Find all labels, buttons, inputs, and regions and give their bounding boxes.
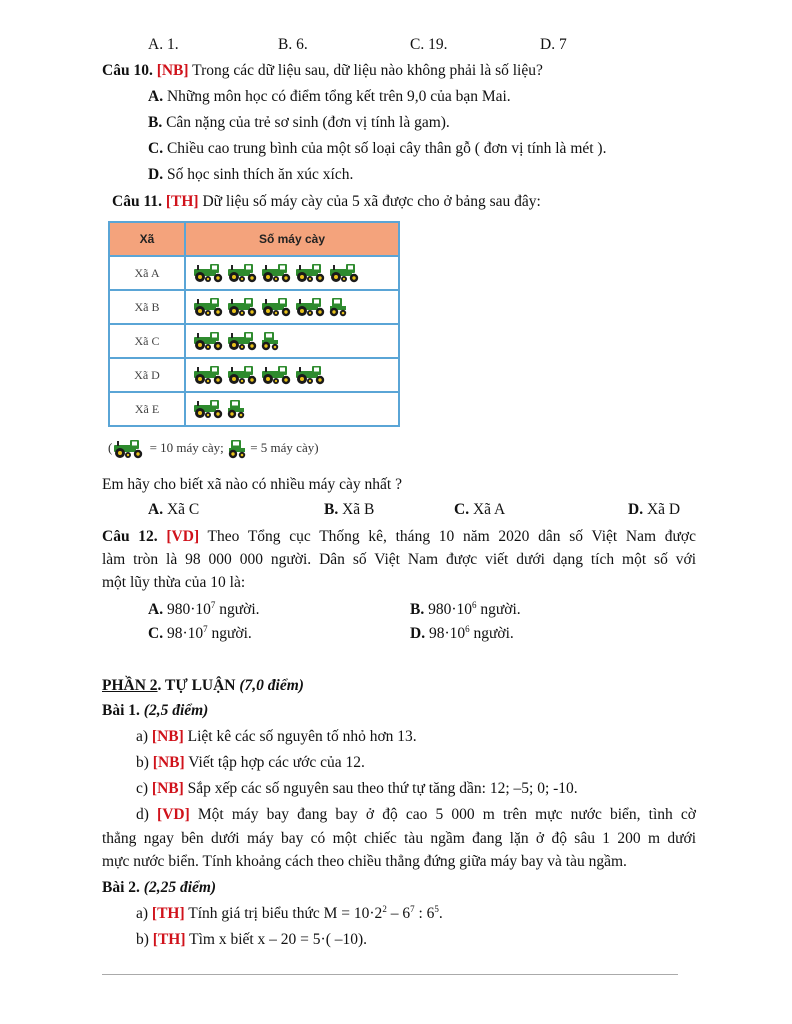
q9-option-b: B. 6.	[278, 36, 308, 53]
q10-option-a: A. Những môn học có điểm tổng kết trên 9,0 của bạn Mai.	[148, 88, 511, 105]
tractor-table	[108, 221, 400, 427]
q12-option-b: B. $980\cdot 10^6$ người.	[410, 600, 521, 618]
tractor-large-icon	[294, 367, 328, 381]
bai2-part-b: b) [TH] Tìm x biết x – 20 = 5·( –10).	[136, 931, 368, 948]
bai1-part-a: a) [NB] Liệt kê các số nguyên tố nhỏ hơn 13.	[136, 728, 417, 745]
tractor-small-icon	[227, 440, 247, 455]
q12-option-d: D. $98\cdot 10^6$ người.	[410, 624, 514, 642]
q10-stem	[102, 60, 543, 82]
tractor-large-icon	[260, 265, 294, 279]
tractor-icons	[185, 256, 399, 290]
tractor-large-icon	[294, 299, 328, 313]
commune-name: Xã B	[109, 290, 185, 324]
table-row	[109, 256, 399, 290]
tractor-large-icon	[226, 299, 260, 313]
table-row	[109, 392, 399, 426]
tractor-icons	[185, 324, 399, 358]
q12-stem-line3: một lũy thừa của 10 là:	[102, 574, 246, 591]
q10-text: Trong các dữ liệu sau, dữ liệu nào không phải là số liệu?	[188, 62, 543, 79]
tractor-large-icon	[192, 333, 226, 347]
q9-option-c: C. 19.	[410, 36, 448, 53]
q12-stem-line2: làm tròn là 98 000 000 người. Dân số Việt Nam được viết dưới dạng tích một số với	[102, 551, 696, 568]
table-header-row	[109, 222, 399, 256]
q11-question: Em hãy cho biết xã nào có nhiều máy cày nhất ?	[102, 476, 402, 493]
q9-option-a: A. 1.	[148, 36, 179, 53]
commune-name: Xã C	[109, 324, 185, 358]
q12-option-c: C. $98\cdot 10^7$ người.	[148, 624, 252, 642]
bai1-heading: Bài 1. (2,5 điểm)	[102, 702, 209, 719]
q10-option-c: C. Chiều cao trung bình của một số loại cây thân gỗ ( đơn vị tính là mét ).	[148, 140, 607, 157]
commune-name: Xã D	[109, 358, 185, 392]
q10-option-d: D. Số học sinh thích ăn xúc xích.	[148, 166, 354, 183]
bai2-part-a: a) [TH] Tính giá trị biểu thức $M = 10\cdot 2^2 - 6^7$ : $6^5$.	[136, 904, 443, 922]
part2-heading: PHẦN 2. TỰ LUẬN (7,0 điểm)	[102, 677, 304, 694]
q12-label: Câu 12.	[102, 528, 158, 545]
q11-option-d: D. Xã D	[628, 501, 681, 518]
tractor-large-icon	[192, 299, 226, 313]
bai1-part-d-line2: thẳng ngay bên dưới máy bay có một chiếc tàu ngầm đang lặn ở độ sâu 1 200 m dưới	[102, 830, 696, 847]
tractor-large-icon	[226, 333, 260, 347]
tractor-small-icon	[260, 333, 280, 347]
tractor-large-icon	[192, 265, 226, 279]
bai1-part-d-line3: mực nước biển. Tính khoảng cách theo chiều thẳng đứng giữa máy bay và tàu ngầm.	[102, 853, 627, 870]
q11-label: Câu 11.	[112, 193, 162, 210]
table-legend: ( = 10 máy cày; = 5 máy cày)	[108, 439, 319, 459]
tractor-large-icon	[294, 265, 328, 279]
q11-stem	[112, 191, 541, 213]
q11-option-b: B. Xã B	[324, 501, 375, 518]
tractor-small-icon	[226, 401, 246, 415]
table-row	[109, 324, 399, 358]
q9-option-d: D. 7	[540, 36, 567, 53]
header-commune: Xã	[109, 222, 185, 256]
tractor-small-icon	[328, 299, 348, 313]
bai1-part-d-line1: d) [VD] Một máy bay đang bay ở độ cao 5 000 m trên mực nước biển, tình cờ	[136, 806, 696, 823]
q11-option-c: C. Xã A	[454, 501, 506, 518]
q12-stem-line1: Câu 12. [VD] Theo Tổng cục Thống kê, tháng 10 năm 2020 dân số Việt Nam được	[102, 528, 696, 545]
tractor-large-icon	[192, 401, 226, 415]
tractor-icons	[185, 358, 399, 392]
tractor-large-icon	[192, 367, 226, 381]
tractor-large-icon	[328, 265, 362, 279]
tractor-large-icon	[226, 367, 260, 381]
q11-level: [TH]	[165, 193, 199, 210]
tractor-icons	[185, 392, 399, 426]
legend-big-text: = 10 máy cày;	[149, 439, 224, 455]
tractor-large-icon	[112, 440, 146, 455]
q10-label: Câu 10.	[102, 62, 153, 79]
tractor-icons	[185, 290, 399, 324]
legend-small-text: = 5 máy cày)	[250, 439, 319, 455]
q12-level: [VD]	[166, 528, 200, 545]
q11-option-a: A. Xã C	[148, 501, 200, 518]
footer-divider	[102, 974, 678, 975]
bai1-part-c: c) [NB] Sắp xếp các số nguyên sau theo thứ tự tăng dần: 12; –5; 0; -10.	[136, 780, 578, 797]
q10-option-b: B. Cân nặng của trẻ sơ sinh (đơn vị tính là gam).	[148, 114, 450, 131]
bai1-part-b: b) [NB] Viết tập hợp các ước của 12.	[136, 754, 365, 771]
table-row	[109, 290, 399, 324]
commune-name: Xã A	[109, 256, 185, 290]
q12-option-a: A. $980\cdot 10^7$ người.	[148, 600, 260, 618]
commune-name: Xã E	[109, 392, 185, 426]
q10-level: [NB]	[156, 62, 189, 79]
q11-text: Dữ liệu số máy cày của 5 xã được cho ở bảng sau đây:	[198, 193, 541, 210]
tractor-large-icon	[260, 299, 294, 313]
header-tractors: Số máy cày	[185, 222, 399, 256]
table-row	[109, 358, 399, 392]
tractor-large-icon	[226, 265, 260, 279]
tractor-large-icon	[260, 367, 294, 381]
bai2-heading: Bài 2. (2,25 điểm)	[102, 879, 217, 896]
